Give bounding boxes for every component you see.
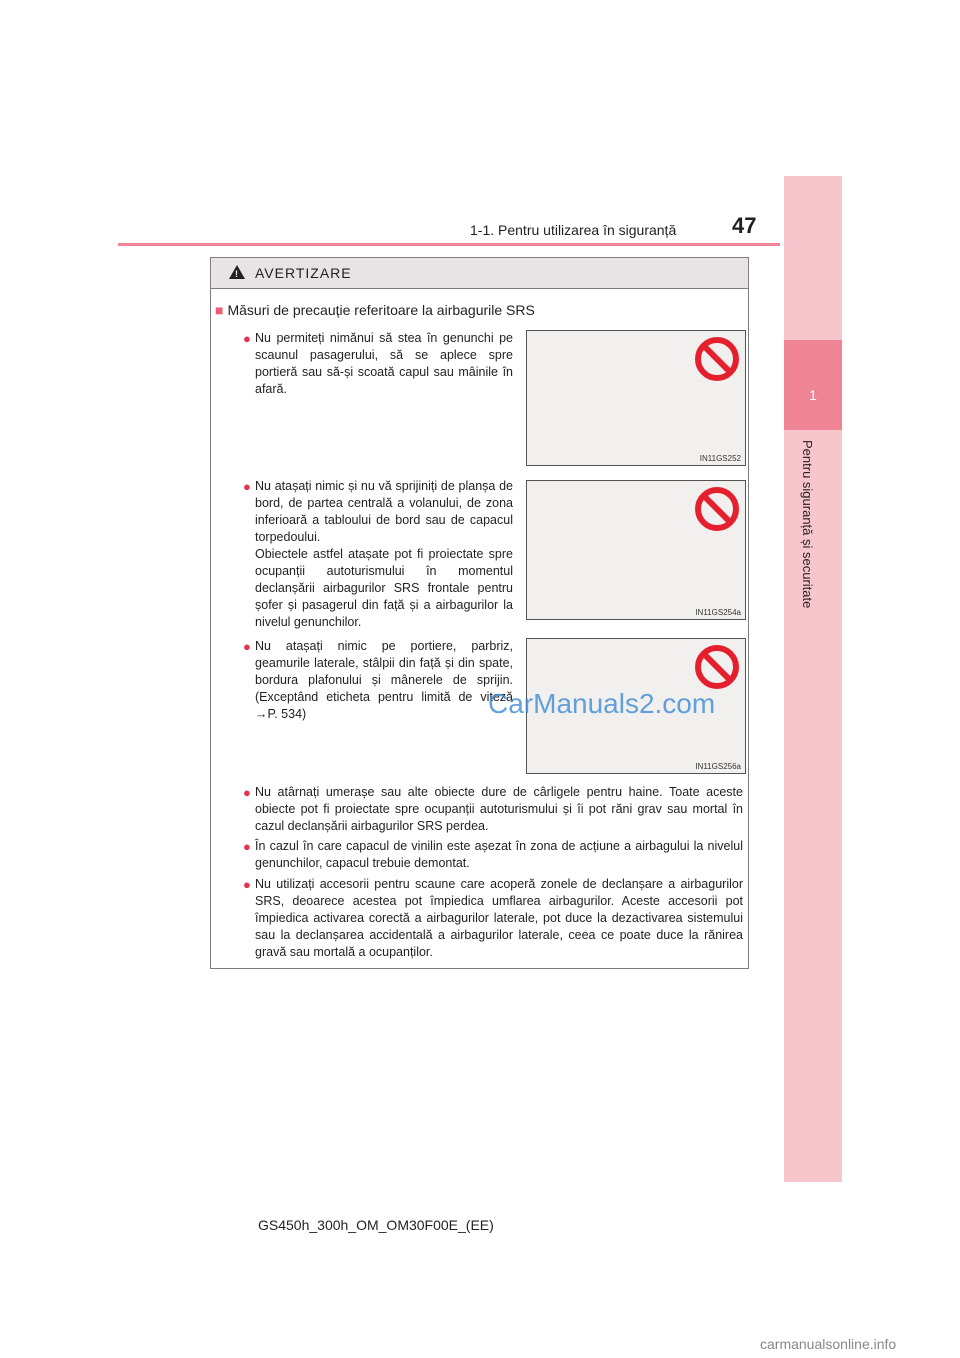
image-code: IN11GS252 [699, 454, 741, 463]
watermark-bottom: carmanualsonline.info [760, 1336, 897, 1352]
illustration-passenger-kneeling [526, 330, 746, 466]
chapter-label: Pentru siguranță și securitate [800, 440, 815, 609]
bullet-2: ● Nu atașați nimic și nu vă sprijiniți de planșa de bord, de partea centrală a volanului, de zona inferioară a tabloului de bord sau de capacul torpedoului. Obiectele astfel atașate pot fi proiectate spre ocupanții autoturismului în momentul declanșării airbagurilor SRS frontale pentru șofer și pasagerul din față și a airbagurilor la nivelul genunchilor. [243, 479, 513, 629]
prohibited-icon [695, 337, 739, 381]
bullet-dot-icon: ● [243, 331, 251, 346]
warning-subheading: ■ Măsuri de precauție referitoare la airbagurile SRS [215, 302, 535, 318]
bullet-dot-icon: ● [243, 785, 251, 800]
chapter-number: 1 [784, 340, 842, 430]
bullet-6: ● Nu utilizați accesorii pentru scaune care acoperă zonele de declanșare a airbagurilor SRS, deoarece acestea pot împiedica umflarea airbagurilor. Aceste accesorii pot împiedica activarea corectă a airbagurilor laterale, pot duce la dezactivarea sistemului sau la declanșarea accidentală a airbagurilor laterale, ceea ce poate duce la rănirea gravă sau mortală a ocupanților. [243, 877, 743, 959]
bullet-1: ● Nu permiteți nimănui să stea în genunchi pe scaunul pasagerului, să se aplece spre portieră sau să-și scoată capul sau mâinile în afară. [243, 331, 513, 396]
bullet-dot-icon: ● [243, 839, 251, 854]
bullet-5: ● În cazul în care capacul de vinilin este așezat în zona de acțiune a airbagului la nivelul genunchilor, capacul trebuie demontat. [243, 839, 743, 870]
bullet-3: ● Nu atașați nimic pe portiere, parbriz, geamurile laterale, stâlpii din față și din spate, bordura plafonului și mânerele de sprijin. (Exceptând eticheta pentru limită de viteză →P. 534) [243, 639, 513, 721]
section-title: 1-1. Pentru utilizarea în siguranță [470, 222, 677, 238]
watermark-center: CarManuals2.com [488, 688, 716, 719]
bullet-dot-icon: ● [243, 479, 251, 494]
warning-box [210, 257, 749, 969]
image-code: IN11GS254a [695, 608, 741, 617]
footer-code: GS450h_300h_OM_OM30F00E_(EE) [258, 1217, 494, 1233]
exclamation-icon: ! [235, 269, 238, 279]
bullet-dot-icon: ● [243, 877, 251, 892]
prohibited-icon [695, 645, 739, 689]
illustration-dashboard [526, 480, 746, 620]
page-number: 47 [732, 213, 757, 238]
side-tab [784, 176, 842, 1182]
bullet-dot-icon: ● [243, 639, 251, 654]
image-code: IN11GS256a [695, 762, 741, 771]
warning-header [211, 258, 748, 289]
warning-title: AVERTIZARE [255, 265, 352, 281]
square-bullet-icon: ■ [215, 302, 224, 318]
header-rule [118, 243, 780, 246]
bullet-4: ● Nu atârnați umerașe sau alte obiecte dure de cârligele pentru haine. Toate aceste obiecte pot fi proiectate spre ocupanții autoturismului și îi pot răni grav sau mortal în cazul declanșării airbagurilor SRS perdea. [243, 785, 743, 833]
prohibited-icon [695, 487, 739, 531]
